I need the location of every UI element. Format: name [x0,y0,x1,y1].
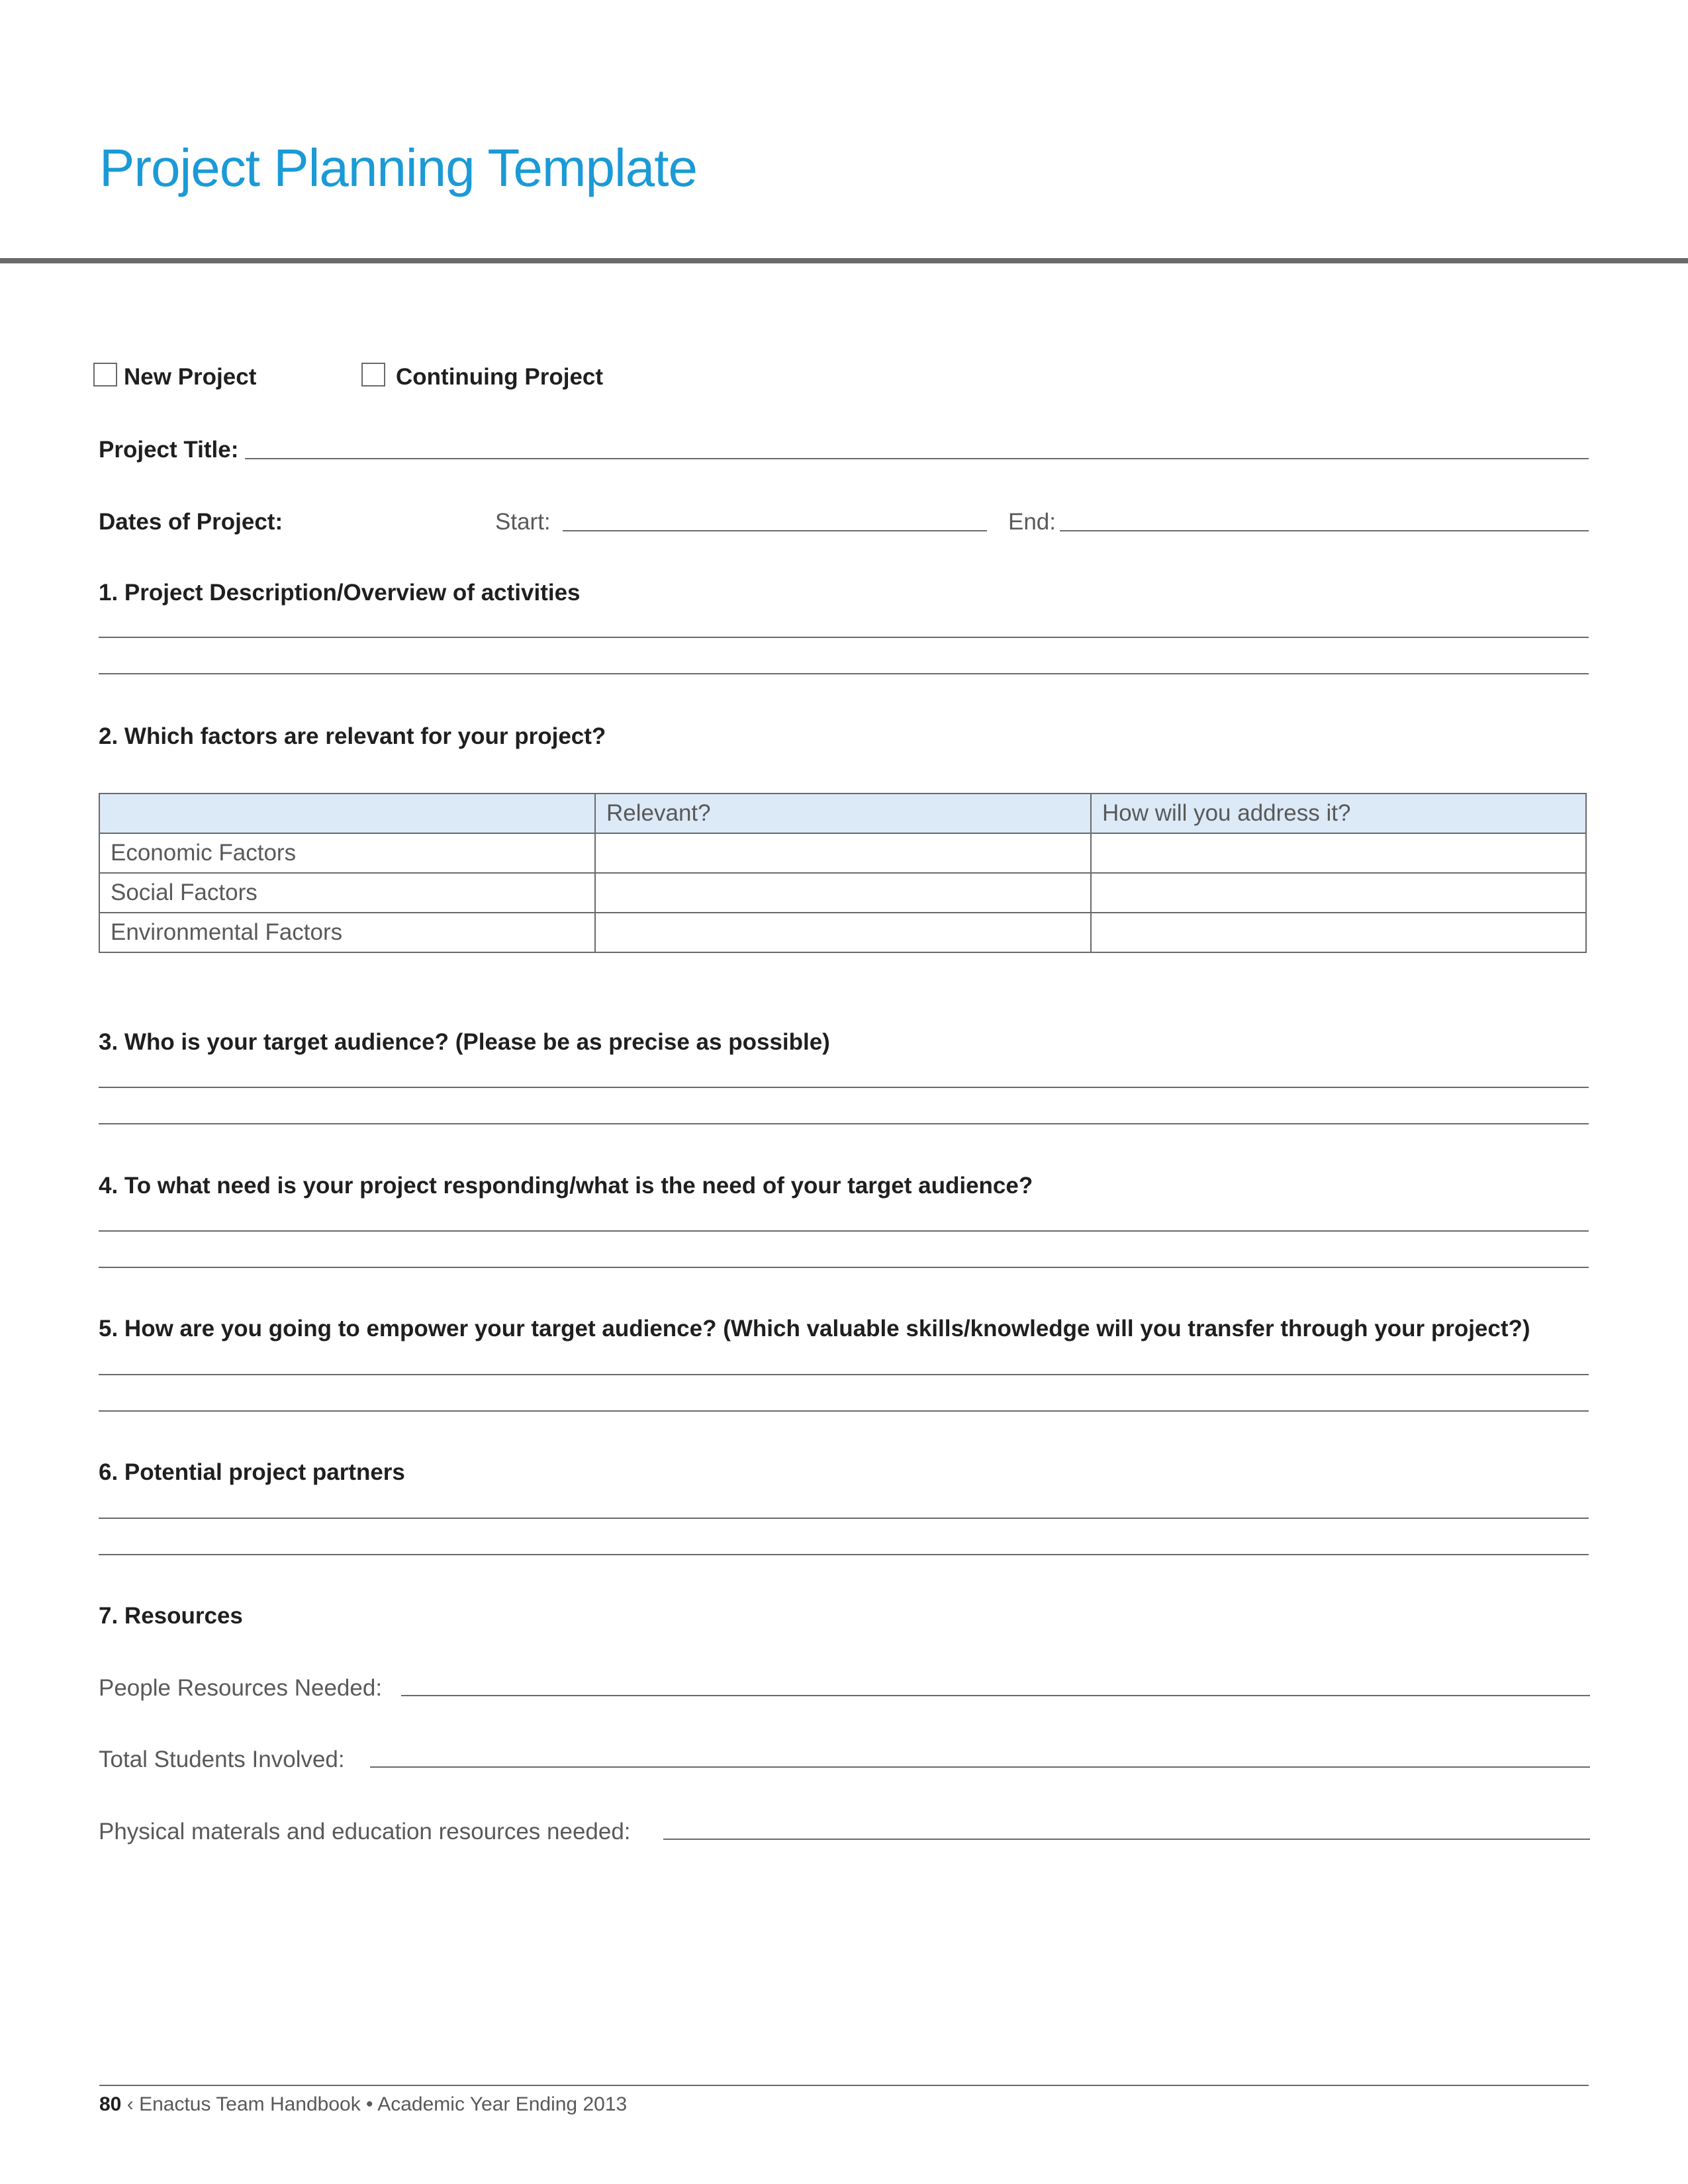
page-title: Project Planning Template [99,138,697,197]
question-5: 5. How are you going to empower your target audience? (Which valuable skills/knowledge will you transfer through your project?) [99,1316,1530,1342]
people-resources-label: People Resources Needed: [99,1675,383,1701]
page-footer [99,2093,627,2116]
factor-name-cell: Environmental Factors [99,913,595,952]
end-date-field[interactable] [1060,530,1589,531]
answer-line[interactable] [99,1123,1589,1124]
table-row [99,873,1586,913]
footer-divider [99,2085,1589,2086]
address-cell[interactable] [1091,913,1586,952]
answer-line[interactable] [99,1518,1589,1519]
address-cell[interactable] [1091,833,1586,873]
question-6: 6. Potential project partners [99,1459,405,1485]
factor-name-cell: Social Factors [99,873,595,913]
table-header-cell [99,794,595,833]
table-header-cell: How will you address it? [1091,794,1586,833]
answer-line[interactable] [99,673,1589,674]
continuing-project-label: Continuing Project [396,364,604,390]
answer-line[interactable] [99,1267,1589,1268]
project-title-field[interactable] [245,458,1589,459]
question-4: 4. To what need is your project responding/what is the need of your target audience? [99,1173,1033,1199]
answer-line[interactable] [99,1230,1589,1232]
table-header-row [99,794,1586,833]
question-3: 3. Who is your target audience? (Please be as precise as possible) [99,1029,830,1055]
answer-line[interactable] [99,1374,1589,1375]
continuing-project-checkbox[interactable] [361,363,385,387]
materials-resources-field[interactable] [663,1839,1590,1840]
page-number: 80 [99,2093,122,2115]
dates-label: Dates of Project: [99,509,283,535]
question-7: 7. Resources [99,1603,243,1629]
relevant-cell[interactable] [595,913,1091,952]
factors-table [99,793,1587,953]
start-date-field[interactable] [563,530,987,531]
new-project-checkbox[interactable] [93,363,117,387]
total-students-label: Total Students Involved: [99,1747,345,1772]
factor-name-cell: Economic Factors [99,833,595,873]
header-divider [0,258,1688,263]
question-2: 2. Which factors are relevant for your project? [99,723,606,749]
table-row [99,913,1586,952]
answer-line[interactable] [99,637,1589,638]
total-students-field[interactable] [370,1766,1590,1768]
answer-line[interactable] [99,1554,1589,1555]
end-label: End: [1008,509,1056,535]
footer-separator: ‹ [126,2093,134,2115]
people-resources-field[interactable] [401,1695,1590,1696]
materials-resources-label: Physical materals and education resources needed: [99,1819,631,1844]
footer-text: Enactus Team Handbook • Academic Year Ending 2013 [139,2093,628,2115]
address-cell[interactable] [1091,873,1586,913]
relevant-cell[interactable] [595,873,1091,913]
start-label: Start: [495,509,551,535]
question-1: 1. Project Description/Overview of activities [99,580,581,606]
project-title-label: Project Title: [99,437,239,463]
answer-line[interactable] [99,1410,1589,1412]
new-project-label: New Project [124,364,257,390]
answer-line[interactable] [99,1087,1589,1088]
relevant-cell[interactable] [595,833,1091,873]
table-header-cell: Relevant? [595,794,1091,833]
table-row [99,833,1586,873]
